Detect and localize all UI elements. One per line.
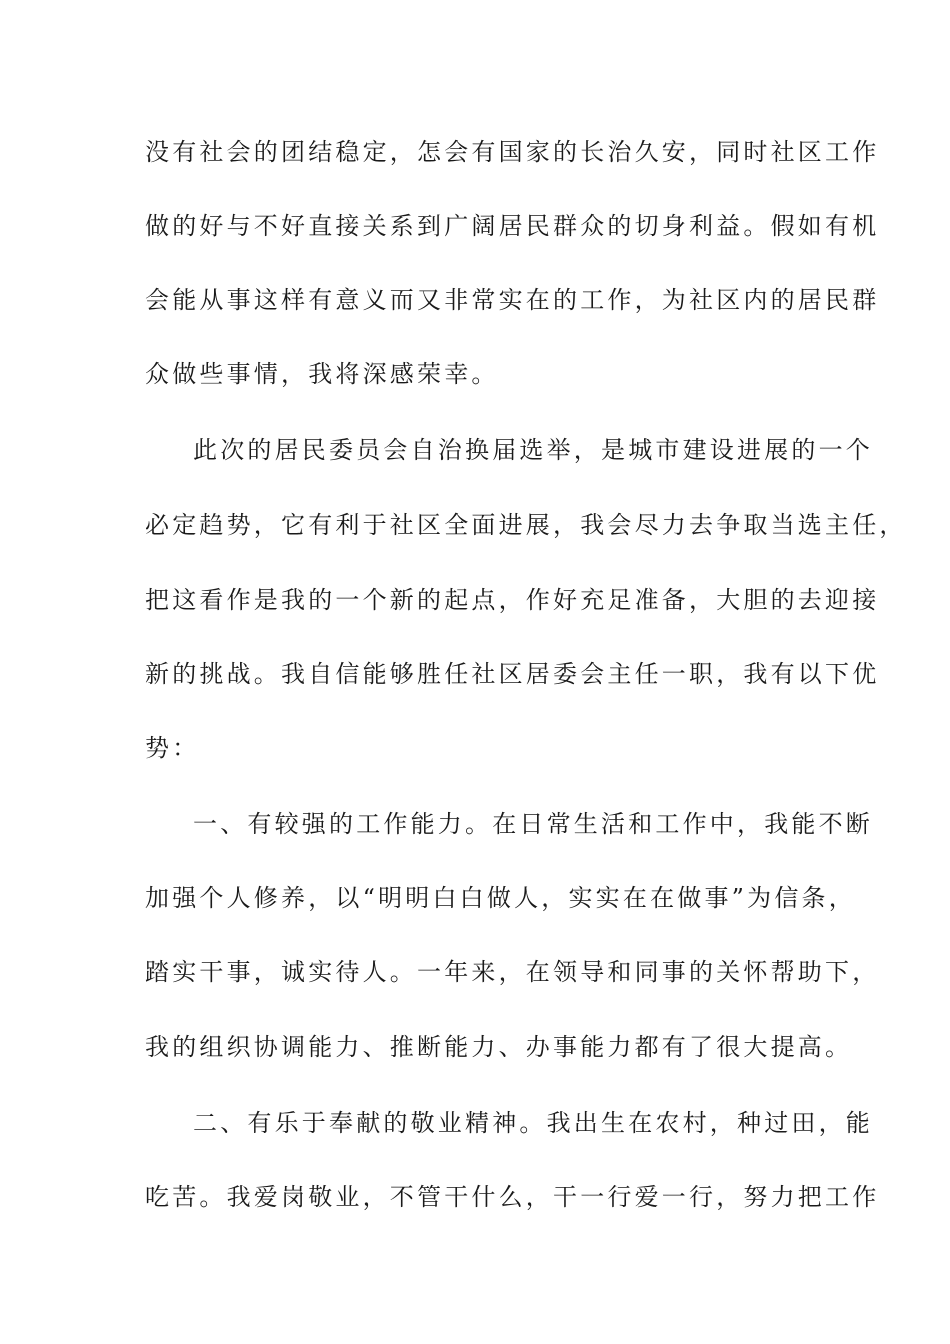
paragraph-line: 吃苦。我爱岗敬业，不管干什么，干一行爱一行，努力把工作 bbox=[145, 1183, 880, 1211]
paragraph-line: 一、有较强的工作能力。在日常生活和工作中，我能不断 bbox=[193, 810, 873, 838]
paragraph-line: 此次的居民委员会自治换届选举，是城市建设进展的一个 bbox=[193, 436, 873, 464]
paragraph-line: 加强个人修养，以“明明白白做人，实实在在做事”为信条， bbox=[145, 884, 856, 912]
paragraph-line: 势： bbox=[145, 734, 200, 762]
paragraph-line: 二、有乐于奉献的敬业精神。我出生在农村，种过田，能 bbox=[193, 1109, 873, 1137]
paragraph-line: 做的好与不好直接关系到广阔居民群众的切身利益。假如有机 bbox=[145, 212, 880, 240]
paragraph-line: 把这看作是我的一个新的起点，作好充足准备，大胆的去迎接 bbox=[145, 586, 880, 614]
paragraph-line: 踏实干事，诚实待人。一年来，在领导和同事的关怀帮助下， bbox=[145, 958, 880, 986]
paragraph-line: 会能从事这样有意义而又非常实在的工作，为社区内的居民群 bbox=[145, 286, 880, 314]
paragraph-line: 没有社会的团结稳定，怎会有国家的长治久安，同时社区工作 bbox=[145, 138, 880, 166]
paragraph-line: 我的组织协调能力、推断能力、办事能力都有了很大提高。 bbox=[145, 1033, 853, 1061]
paragraph-line: 众做些事情，我将深感荣幸。 bbox=[145, 360, 499, 388]
paragraph-line: 必定趋势，它有利于社区全面进展，我会尽力去争取当选主任， bbox=[145, 511, 907, 539]
paragraph-line: 新的挑战。我自信能够胜任社区居委会主任一职，我有以下优 bbox=[145, 660, 880, 688]
